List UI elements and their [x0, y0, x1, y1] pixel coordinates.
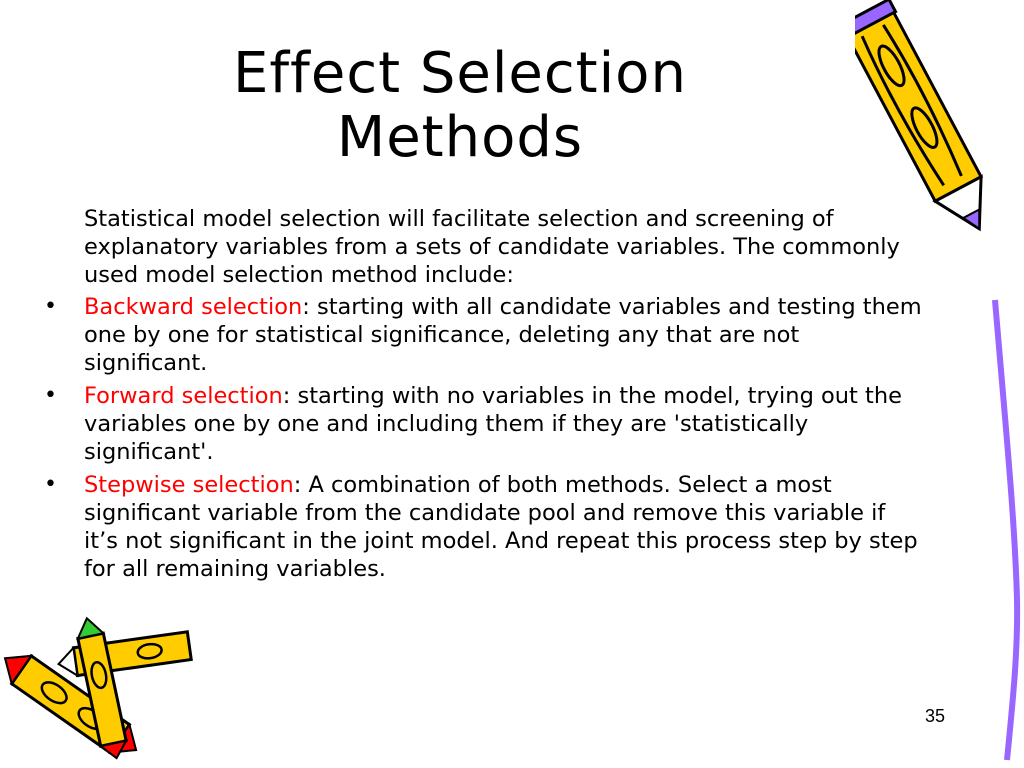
bullet-list — [44, 293, 924, 583]
bullet-text: : A combination of both methods. Select a most significant variable from the candidate pool and remove this variable if it’s not significant in the joint model. And repeat this process step by step for all remaining variables. — [84, 472, 918, 582]
slide-title-line-1: Effect Selection — [233, 41, 687, 106]
bullet-term: Stepwise selection — [84, 472, 294, 498]
bullet-text: : starting with all candidate variables and testing them one by one for statistical significance, deleting any that are not significant. — [84, 294, 922, 376]
intro-paragraph: Statistical model selection will facilitate selection and screening of explanatory variables from a sets of candidate variables. The commonly used model selection method include: — [84, 206, 900, 288]
pencil-clipart-icon — [855, 0, 1024, 768]
crayons-clipart-icon — [0, 615, 210, 765]
bullet-marker: • — [44, 294, 57, 319]
list-item — [44, 293, 924, 377]
bullet-text: : starting with no variables in the model, trying out the variables one by one and including them if they are 'statistically significant'. — [84, 383, 902, 465]
bullet-term: Forward selection — [84, 383, 283, 409]
bullet-term: Backward selection — [84, 294, 303, 320]
bullet-marker: • — [44, 383, 57, 408]
list-item — [44, 382, 924, 466]
list-item — [44, 471, 924, 583]
slide-number: 35 — [925, 706, 946, 726]
slide-body — [44, 205, 924, 588]
slide-title-line-2: Methods — [336, 105, 584, 170]
slide-title — [160, 42, 760, 170]
bullet-marker: • — [44, 472, 57, 497]
